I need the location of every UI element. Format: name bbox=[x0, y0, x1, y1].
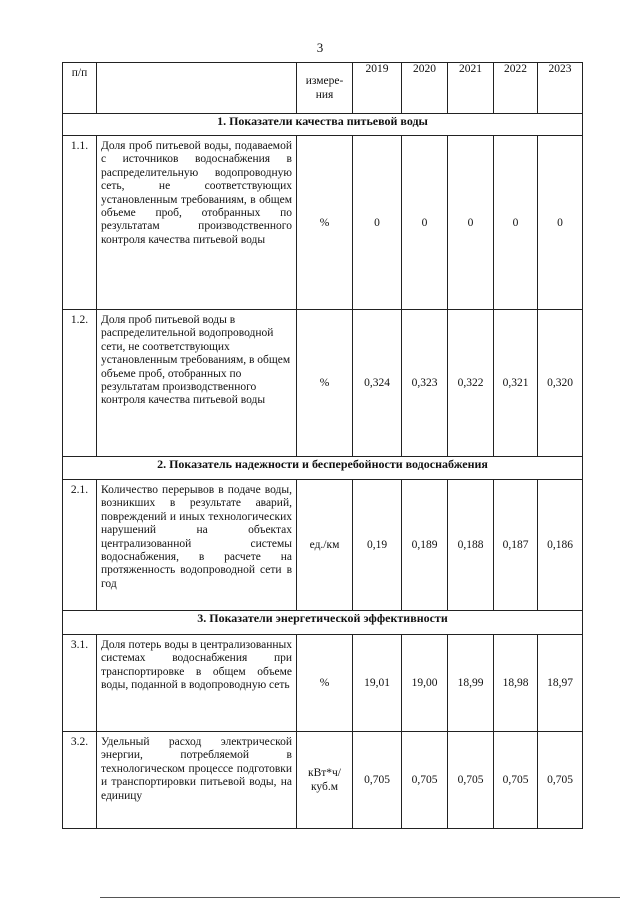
row-value: 0,19 bbox=[353, 480, 402, 611]
section-row bbox=[63, 114, 583, 136]
row-unit: ед./км bbox=[297, 480, 353, 611]
row-number: 3.1. bbox=[63, 635, 97, 732]
section-row bbox=[63, 611, 583, 635]
row-value: 18,99 bbox=[448, 635, 494, 732]
table-row bbox=[63, 480, 583, 611]
row-value: 0 bbox=[353, 136, 402, 310]
row-value: 0,705 bbox=[448, 732, 494, 829]
row-value: 0,321 bbox=[494, 310, 538, 457]
table-row bbox=[63, 310, 583, 457]
row-value: 18,97 bbox=[538, 635, 583, 732]
row-value: 0,323 bbox=[402, 310, 448, 457]
header-num: п/п bbox=[63, 63, 97, 114]
row-unit: % bbox=[297, 136, 353, 310]
row-value: 0,189 bbox=[402, 480, 448, 611]
section-row bbox=[63, 457, 583, 480]
row-description: Удельный расход электрической энергии, потребляемой в технологическом процессе подготовки и транспортировки питьевой воды, на единицу bbox=[97, 732, 297, 829]
header-year: 2019 bbox=[353, 63, 402, 114]
row-value: 0,705 bbox=[538, 732, 583, 829]
row-number: 2.1. bbox=[63, 480, 97, 611]
row-value: 0,705 bbox=[353, 732, 402, 829]
row-number: 1.2. bbox=[63, 310, 97, 457]
row-description: Доля проб питьевой воды в распределительной водопроводной сети, не соответствующих установленным требованиям, в общем объеме проб, отобранных по результатам производственного контроля качества питьевой воды bbox=[97, 310, 297, 457]
section-title: 1. Показатели качества питьевой воды bbox=[63, 114, 583, 136]
table-header-row bbox=[63, 63, 583, 114]
row-unit: % bbox=[297, 310, 353, 457]
row-unit: % bbox=[297, 635, 353, 732]
row-value: 0,324 bbox=[353, 310, 402, 457]
row-unit: кВт*ч/ куб.м bbox=[297, 732, 353, 829]
row-value: 0,188 bbox=[448, 480, 494, 611]
row-number: 1.1. bbox=[63, 136, 97, 310]
row-description: Количество перерывов в подаче воды, возникших в результате аварий, повреждений и иных технологических нарушений на объектах централизованной системы водоснабжения, в расчете на протяженность водопроводной сети в год bbox=[97, 480, 297, 611]
row-value: 0,186 bbox=[538, 480, 583, 611]
row-value: 0,320 bbox=[538, 310, 583, 457]
section-title: 3. Показатели энергетической эффективности bbox=[63, 611, 583, 635]
row-value: 0,322 bbox=[448, 310, 494, 457]
table-row bbox=[63, 136, 583, 310]
table-row bbox=[63, 732, 583, 829]
row-value: 18,98 bbox=[494, 635, 538, 732]
header-year: 2023 bbox=[538, 63, 583, 114]
page-number: 3 bbox=[316, 40, 324, 55]
header-year: 2022 bbox=[494, 63, 538, 114]
row-value: 0,705 bbox=[402, 732, 448, 829]
row-description: Доля потерь воды в централизованных системах водоснабжения при транспортировке в общем объеме воды, поданной в водопроводную сеть bbox=[97, 635, 297, 732]
row-value: 19,00 bbox=[402, 635, 448, 732]
header-year: 2020 bbox=[402, 63, 448, 114]
table-row bbox=[63, 635, 583, 732]
header-desc bbox=[97, 63, 297, 114]
row-value: 0 bbox=[538, 136, 583, 310]
page-bottom-rule bbox=[100, 897, 620, 898]
row-value: 0,705 bbox=[494, 732, 538, 829]
row-value: 0 bbox=[448, 136, 494, 310]
row-value: 0 bbox=[402, 136, 448, 310]
row-value: 19,01 bbox=[353, 635, 402, 732]
indicators-table bbox=[62, 62, 583, 829]
section-title: 2. Показатель надежности и бесперебойности водоснабжения bbox=[63, 457, 583, 480]
row-value: 0 bbox=[494, 136, 538, 310]
header-unit: измере-ния bbox=[297, 63, 353, 114]
row-description: Доля проб питьевой воды, подаваемой с источников водоснабжения в распределительную водопроводную сеть, не соответствующих установленным требованиям, в общем объеме проб, отобранных по результатам производственного контроля качества питьевой воды bbox=[97, 136, 297, 310]
row-number: 3.2. bbox=[63, 732, 97, 829]
header-year: 2021 bbox=[448, 63, 494, 114]
row-value: 0,187 bbox=[494, 480, 538, 611]
